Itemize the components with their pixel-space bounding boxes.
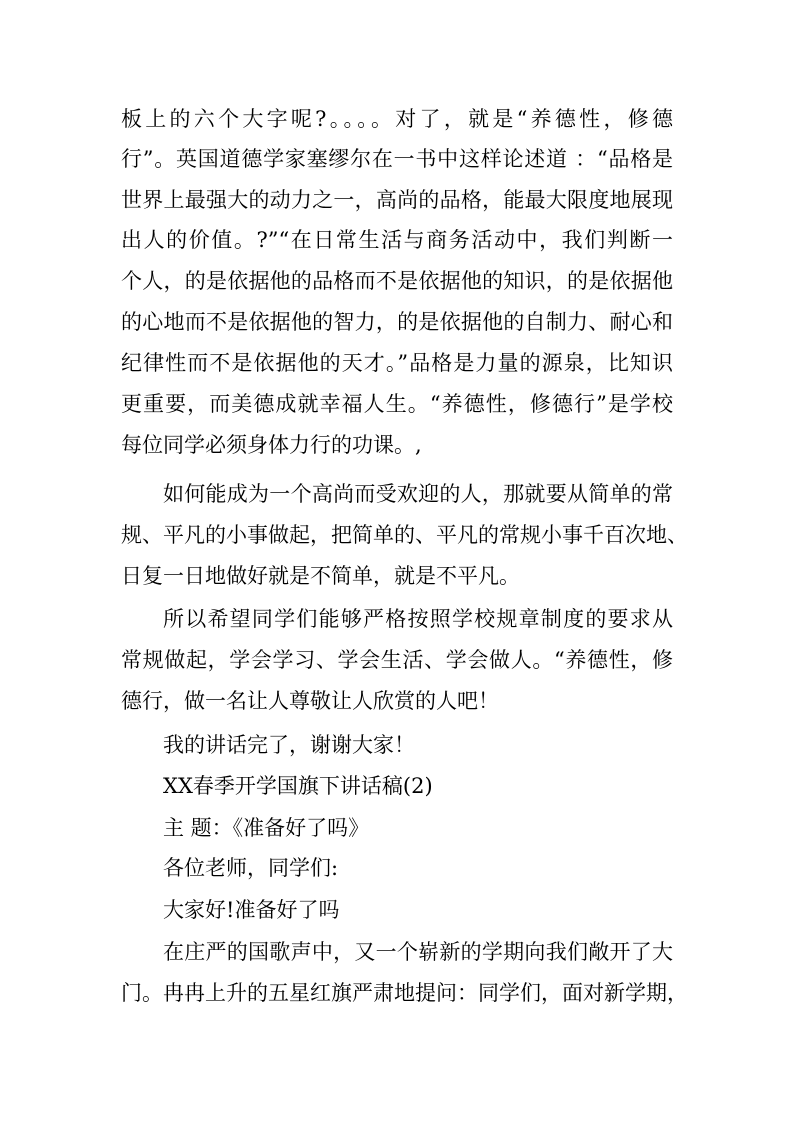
paragraph-first-line: 如何能成为一个高尚而受欢迎的人，那就要从简单的常 bbox=[163, 482, 673, 506]
text-line: 行”。英国道德学家塞缪尔在一书中这样论述道 ：“品格是 bbox=[121, 147, 673, 171]
text-line: 板上的六个大字呢?。。。。对了，就是“养德性，修德 bbox=[121, 107, 673, 131]
text-line: 世界上最强大的动力之一，高尚的品格，能最大限度地展现 bbox=[121, 188, 673, 212]
text-line: 的心地而不是依据他的智力，的是依据他的自制力、耐心和 bbox=[121, 310, 673, 334]
closing-line: 我的讲话完了，谢谢大家！ bbox=[163, 733, 415, 757]
text-line: 德行，做一名让人尊敬让人欣赏的人吧！ bbox=[121, 689, 499, 713]
text-line: 纪律性而不是依据他的天才。”品格是力量的源泉，比知识 bbox=[121, 351, 673, 375]
text-line: 出人的价值。?”“在日常生活与商务活动中，我们判断一 bbox=[121, 228, 673, 252]
text-line: 门。冉冉上升的五星红旗严肃地提问：同学们，面对新学期， bbox=[121, 981, 688, 1005]
text-line: 日复一日地做好就是不简单，就是不平凡。 bbox=[121, 564, 520, 588]
text-line: 个人，的是依据他的品格而不是依据他的知识，的是依据他 bbox=[121, 269, 673, 293]
text-line: 规、平凡的小事做起，把简单的、平凡的常规小事千百次地、 bbox=[121, 523, 688, 547]
text-line: 更重要，而美德成就幸福人生。“养德性，修德行”是学校 bbox=[121, 392, 673, 416]
paragraph-first-line: 在庄严的国歌声中，又一个崭新的学期向我们敞开了大 bbox=[163, 940, 673, 964]
text-line: 常规做起，学会学习、学会生活、学会做人。“养德性，修 bbox=[121, 648, 673, 672]
salutation-line: 各位老师，同学们: bbox=[163, 856, 339, 880]
paragraph-first-line: 所以希望同学们能够严格按照学校规章制度的要求从 bbox=[163, 607, 673, 631]
section-title: XX春季开学国旗下讲话稿(2) bbox=[163, 774, 433, 798]
topic-line: 主 题：《准备好了吗》 bbox=[163, 816, 370, 840]
text-line: 每位同学必须身体力行的功课。, bbox=[121, 433, 422, 457]
greeting-line: 大家好!准备好了吗 bbox=[163, 898, 340, 922]
